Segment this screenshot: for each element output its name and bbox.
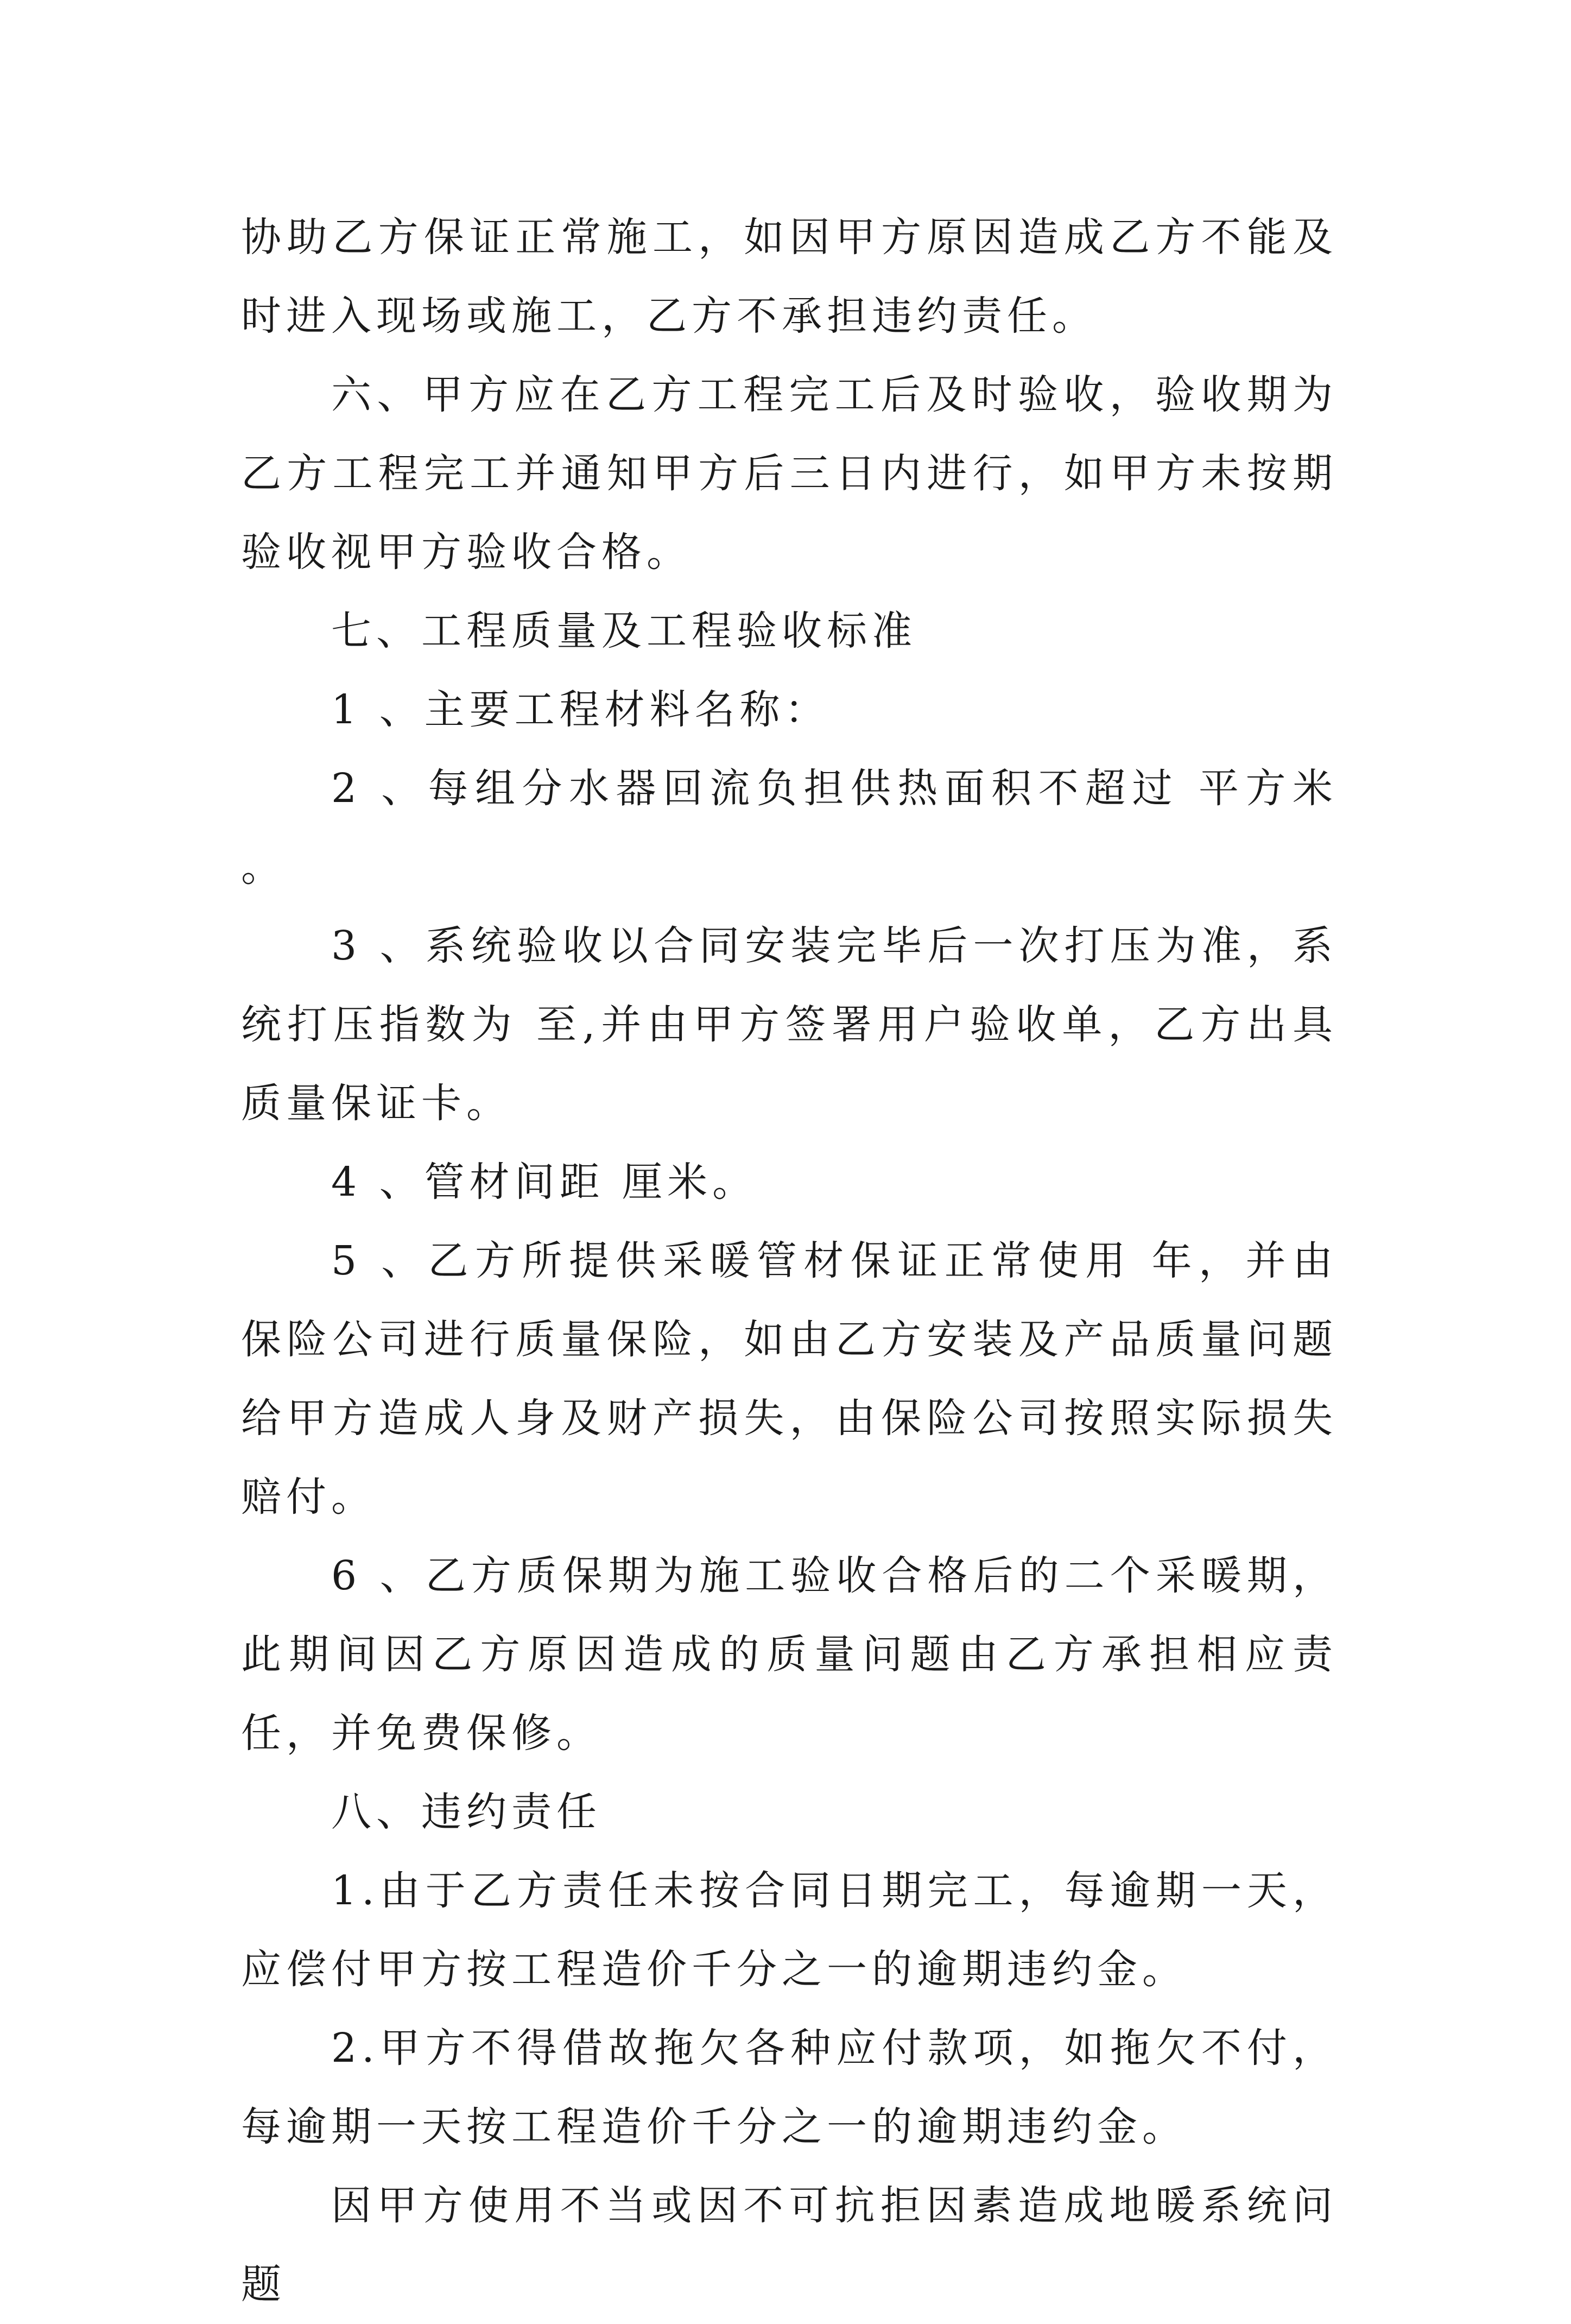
paragraph-item-7-5: 5 、乙方所提供采暖管材保证正常使用 年，并由保险公司进行质量保险，如由乙方安装及产品质量问题给甲方造成人身及财产损失，由保险公司按照实际损失赔付。 — [241, 1237, 1338, 1520]
heading-clause-7: 七、工程质量及工程验收标准 — [331, 608, 917, 654]
paragraph-item-7-2: 2 、每组分水器回流负担供热面积不超过 平方米 。 — [241, 765, 1338, 891]
paragraph-item-8-2: 2.甲方不得借故拖欠各种应付款项，如拖欠不付，每逾期一天按工程造价千分之一的逾期违约金。 — [241, 2025, 1338, 2150]
heading-clause-8: 八、违约责任 — [331, 1789, 601, 1835]
paragraph-item-7-1: 1 、主要工程材料名称： — [331, 686, 830, 733]
paragraph-item-7-4: 4 、管材间距 厘米。 — [331, 1159, 758, 1205]
document-body — [241, 198, 1338, 2324]
paragraph-item-7-6: 6 、乙方质保期为施工验收合格后的二个采暖期，此期间因乙方原因造成的质量问题由乙方承担相应责任，并免费保修。 — [241, 1552, 1338, 1757]
paragraph-item-7-3: 3 、系统验收以合同安装完毕后一次打压为准，系统打压指数为 至,并由甲方签署用户验收单，乙方出具质量保证卡。 — [241, 923, 1338, 1127]
paragraph-item-8-3: 因甲方使用不当或因不可抗拒因素造成地暖系统问题 — [241, 2182, 1338, 2308]
paragraph-continuation: 协助乙方保证正常施工，如因甲方原因造成乙方不能及时进入现场或施工，乙方不承担违约责任。 — [241, 214, 1338, 339]
paragraph-clause-6: 六、甲方应在乙方工程完工后及时验收，验收期为乙方工程完工并通知甲方后三日内进行，如甲方未按期验收视甲方验收合格。 — [241, 371, 1338, 576]
paragraph-item-8-1: 1.由于乙方责任未按合同日期完工，每逾期一天，应偿付甲方按工程造价千分之一的逾期违约金。 — [241, 1867, 1338, 1993]
